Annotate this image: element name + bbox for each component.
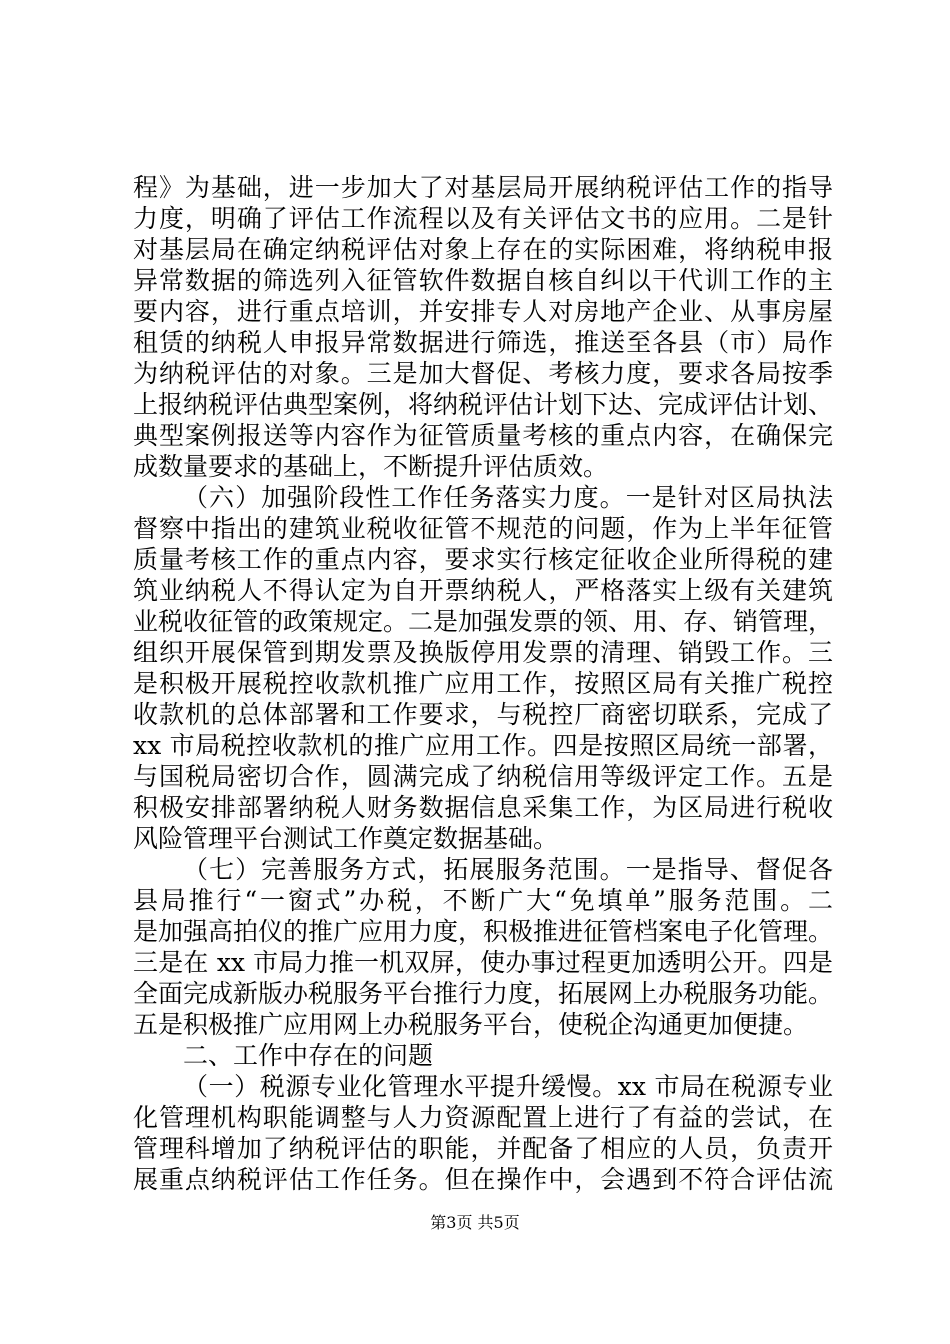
- text-line: 为纳税评估的对象。三是加大督促、考核力度，要求各局按季: [133, 359, 833, 388]
- text-line: （七）完善服务方式，拓展服务范围。一是指导、督促各: [183, 855, 833, 884]
- paragraph: [133, 172, 833, 482]
- text-line: 三是在 xx 市局力推一机双屏，使办事过程更加透明公开。四是: [133, 948, 833, 977]
- text-line: 筑业纳税人不得认定为自开票纳税人，严格落实上级有关建筑: [133, 576, 833, 605]
- text-line: 与国税局密切合作，圆满完成了纳税信用等级评定工作。五是: [133, 762, 833, 791]
- text-line: 五是积极推广应用网上办税服务平台，使税企沟通更加便捷。: [133, 1010, 809, 1039]
- text-line: 典型案例报送等内容作为征管质量考核的重点内容，在确保完: [133, 421, 833, 450]
- text-line: 风险管理平台测试工作奠定数据基础。: [133, 824, 559, 853]
- text-line: 管理科增加了纳税评估的职能，并配备了相应的人员，负责开: [133, 1134, 833, 1163]
- text-line: 是积极开展税控收款机推广应用工作，按照区局有关推广税控: [133, 669, 833, 698]
- text-line: 化管理机构职能调整与人力资源配置上进行了有益的尝试，在: [133, 1103, 833, 1132]
- text-line: 上报纳税评估典型案例，将纳税评估计划下达、完成评估计划、: [133, 390, 833, 419]
- text-line: 县局推行“一窗式”办税，不断广大“免填单”服务范围。二: [133, 886, 833, 915]
- text-line: 程》为基础，进一步加大了对基层局开展纳税评估工作的指导: [133, 173, 833, 202]
- text-line: 积极安排部署纳税人财务数据信息采集工作，为区局进行税收: [133, 793, 833, 822]
- text-line: 全面完成新版办税服务平台推行力度，拓展网上办税服务功能。: [133, 979, 833, 1008]
- text-line: 组织开展保管到期发票及换版停用发票的清理、销毁工作。三: [133, 638, 833, 667]
- text-line: 业税收征管的政策规定。二是加强发票的领、用、存、销管理，: [133, 607, 833, 636]
- text-line: 力度，明确了评估工作流程以及有关评估文书的应用。二是针: [133, 204, 833, 233]
- text-line: 展重点纳税评估工作任务。但在操作中，会遇到不符合评估流: [133, 1165, 833, 1194]
- text-line: 二、工作中存在的问题: [183, 1041, 434, 1070]
- text-line: 要内容，进行重点培训，并安排专人对房地产企业、从事房屋: [133, 297, 833, 326]
- text-line: xx 市局税控收款机的推广应用工作。四是按照区局统一部署，: [133, 731, 833, 760]
- paragraph: [133, 1040, 833, 1071]
- text-line: 质量考核工作的重点内容，要求实行核定征收企业所得税的建: [133, 545, 833, 574]
- text-line: 异常数据的筛选列入征管软件数据自核自纠以干代训工作的主: [133, 266, 833, 295]
- paragraph: [133, 854, 833, 1040]
- page-footer: [0, 1213, 950, 1233]
- text-line: 租赁的纳税人申报异常数据进行筛选，推送至各县（市）局作: [133, 328, 833, 357]
- text-line: 收款机的总体部署和工作要求，与税控厂商密切联系，完成了: [133, 700, 833, 729]
- text-line: 是加强高拍仪的推广应用力度，积极推进征管档案电子化管理。: [133, 917, 833, 946]
- page-number: 第3页 共5页: [430, 1213, 520, 1232]
- document-body: [133, 172, 833, 1195]
- text-line: （六）加强阶段性工作任务落实力度。一是针对区局执法: [183, 483, 833, 512]
- paragraph: [133, 482, 833, 854]
- text-line: 督察中指出的建筑业税收征管不规范的问题，作为上半年征管: [133, 514, 833, 543]
- text-line: 成数量要求的基础上，不断提升评估质效。: [133, 452, 609, 481]
- text-line: （一）税源专业化管理水平提升缓慢。xx 市局在税源专业: [183, 1072, 833, 1101]
- text-line: 对基层局在确定纳税评估对象上存在的实际困难，将纳税申报: [133, 235, 833, 264]
- paragraph: [133, 1071, 833, 1195]
